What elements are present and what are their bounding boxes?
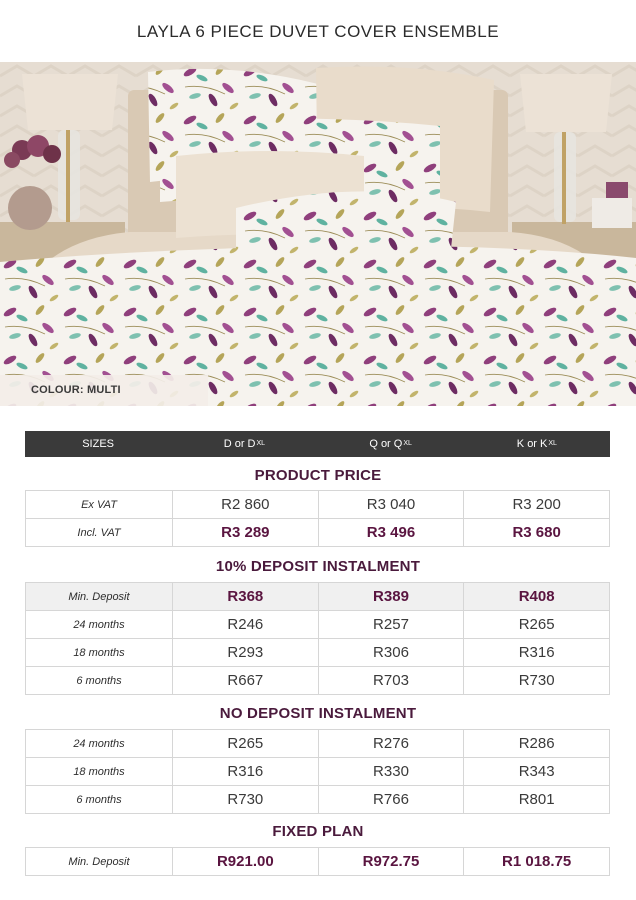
sizes-header-row [25,431,610,457]
row-label: Min. Deposit [26,583,173,611]
product-price-title: PRODUCT PRICE [254,467,382,484]
price-cell: R667 [173,667,319,695]
price-cell: R286 [464,730,610,758]
product-photo [0,62,636,406]
price-cell: R3 496 [318,519,464,547]
price-cell: R293 [173,639,319,667]
price-cell: R257 [318,611,464,639]
price-cell: R730 [464,667,610,695]
price-cell: R2 860 [173,491,319,519]
price-cell: R3 289 [173,519,319,547]
row-label: Min. Deposit [26,848,173,876]
price-cell: R972.75 [318,848,464,876]
table-row [26,730,610,758]
table-row [26,848,610,876]
table-row [26,667,610,695]
header-size-d: D or D $^{XL}$ [223,438,266,450]
fixed-plan-table [25,847,610,876]
no-deposit-instalment-table [25,729,610,814]
price-cell: R389 [318,583,464,611]
price-cell: R801 [464,786,610,814]
row-label: Incl. VAT [26,519,173,547]
table-row [26,519,610,547]
table-row [26,639,610,667]
price-cell: R316 [173,758,319,786]
price-cell: R3 680 [464,519,610,547]
row-label: 18 months [26,639,173,667]
price-cell: R730 [173,786,319,814]
colour-label: COLOUR: MULTI [31,384,121,396]
price-cell: R3 040 [318,491,464,519]
colour-label-tag [0,375,208,406]
fixed-plan-title: FIXED PLAN [272,823,364,840]
price-cell: R265 [173,730,319,758]
row-label: 24 months [26,611,173,639]
header-size-q: Q or Q $^{XL}$ [369,438,412,450]
row-label: 24 months [26,730,173,758]
row-label: Ex VAT [26,491,173,519]
price-cell: R766 [318,786,464,814]
row-label: 18 months [26,758,173,786]
table-row [26,583,610,611]
row-label: 6 months [26,786,173,814]
price-cell: R703 [318,667,464,695]
page-title: LAYLA 6 PIECE DUVET COVER ENSEMBLE [136,22,500,41]
table-row [26,611,610,639]
price-cell: R3 200 [464,491,610,519]
header-sizes: SIZES [82,438,115,450]
price-cell: R330 [318,758,464,786]
price-cell: R316 [464,639,610,667]
table-row [26,758,610,786]
price-cell: R306 [318,639,464,667]
price-cell: R408 [464,583,610,611]
price-cell: R265 [464,611,610,639]
price-cell: R921.00 [173,848,319,876]
no-deposit-instalment-title: NO DEPOSIT INSTALMENT [219,705,417,722]
deposit-instalment-table [25,582,610,695]
table-row [26,786,610,814]
header-size-k: K or K $^{XL}$ [516,438,557,450]
product-price-table [25,490,610,547]
price-cell: R276 [318,730,464,758]
price-cell: R246 [173,611,319,639]
price-cell: R343 [464,758,610,786]
row-label: 6 months [26,667,173,695]
bedroom-illustration [0,62,636,406]
price-cell: R368 [173,583,319,611]
deposit-instalment-title: 10% DEPOSIT INSTALMENT [215,558,421,575]
price-cell: R1 018.75 [464,848,610,876]
table-row [26,491,610,519]
